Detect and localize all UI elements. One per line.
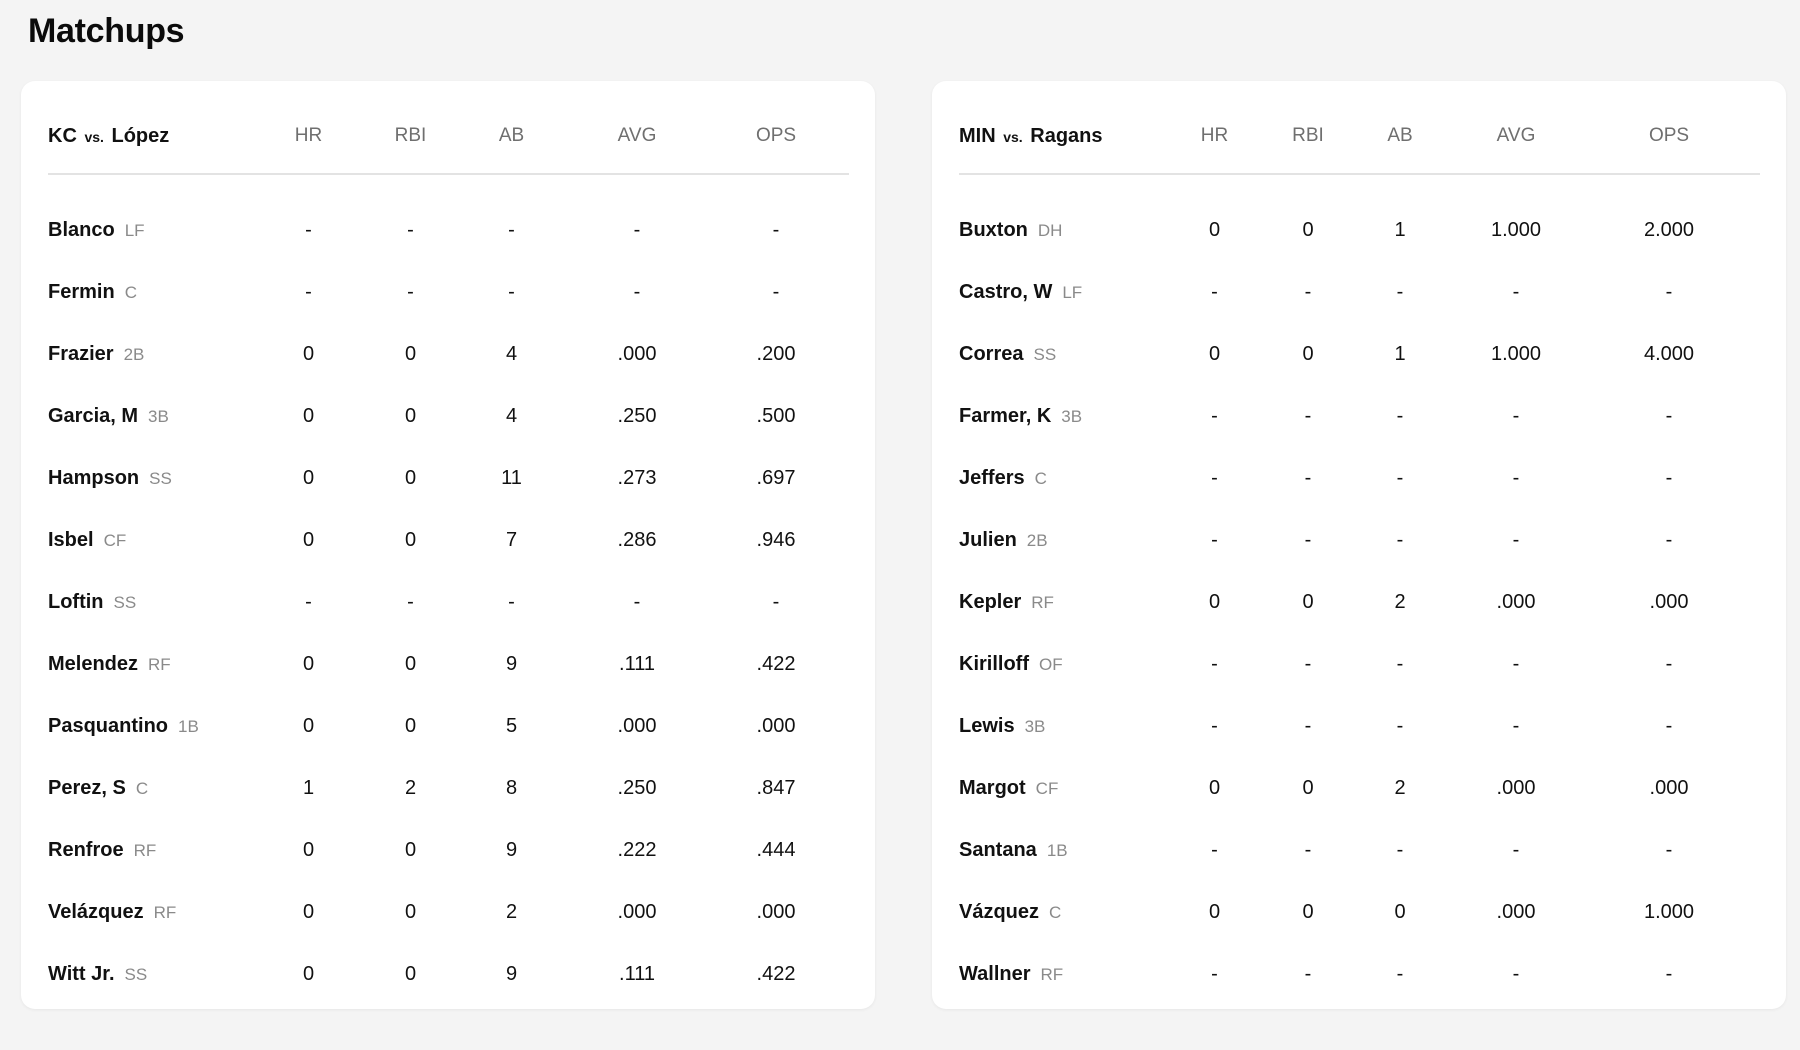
player-cell [48,943,248,1005]
table-row [48,447,849,509]
player-cell [48,174,248,261]
stat-avg: .000 [1496,900,1536,923]
player-name[interactable]: Loftin [48,590,104,613]
table-row [959,447,1760,509]
stat-avg: .273 [617,466,657,489]
stat-ops: - [1665,652,1673,675]
stat-hr: - [305,590,312,613]
stat-avg: - [1512,466,1520,489]
stat-rbi: 0 [404,466,417,489]
player-name[interactable]: Castro, W [959,280,1053,303]
stat-ab: - [508,218,515,241]
player-position: 3B [148,406,169,426]
player-position: 2B [1026,530,1048,550]
player-name[interactable]: Santana [959,838,1037,861]
stat-avg: .250 [617,404,657,427]
col-header-avg: AVG [571,109,703,174]
stat-ab: 11 [501,466,522,489]
player-cell [48,323,248,385]
stat-ops: .444 [756,838,796,861]
stat-ops: 1.000 [1643,900,1695,923]
stat-rbi: 0 [404,652,417,675]
player-name[interactable]: Fermin [48,280,115,303]
stat-ops: - [1665,714,1673,737]
stat-rbi: 0 [404,962,417,985]
stat-ab: - [1396,838,1404,861]
stat-avg: - [1512,528,1520,551]
player-cell [48,571,248,633]
player-cell [959,385,1159,447]
stat-avg: .000 [617,342,657,365]
player-cell [959,323,1159,385]
stat-hr: 0 [302,466,315,489]
stat-hr: 1 [302,776,315,799]
stat-hr: - [305,218,312,241]
player-cell [959,633,1159,695]
table-row [959,819,1760,881]
stat-ab: 1 [1394,342,1406,365]
player-position: CF [103,530,127,550]
player-position: C [135,778,149,798]
stat-rbi: 0 [1302,218,1314,241]
player-position: LF [124,220,145,240]
stat-hr: 0 [1208,776,1221,799]
stat-hr: 0 [302,900,315,923]
stat-avg: - [1512,280,1520,303]
stat-ab: 4 [505,404,518,427]
table-row [48,881,849,943]
stat-avg: .250 [617,776,657,799]
player-position: RF [153,902,177,922]
stat-ops: - [1665,280,1673,303]
matchup-card-kc [21,81,875,1009]
table-row [959,571,1760,633]
stat-ops: - [1665,838,1673,861]
player-name[interactable]: Pasquantino [48,714,169,737]
matchup-heading [48,109,248,174]
player-cell [48,819,248,881]
player-name[interactable]: Renfroe [48,838,124,861]
player-position: 3B [1061,406,1083,426]
player-position: RF [148,654,171,674]
stat-ops: .946 [756,528,796,551]
col-header-rbi: RBI [369,109,452,174]
stat-rbi: 0 [1302,342,1314,365]
player-position: 1B [1046,840,1068,860]
col-header-ops: OPS [703,109,849,174]
player-position: RF [1040,964,1064,984]
stat-ab: 2 [1394,776,1406,799]
stat-ops: - [1665,466,1673,489]
player-cell [959,447,1159,509]
stat-ab: - [1396,466,1404,489]
stat-hr: 0 [1208,218,1221,241]
stat-avg: - [1512,404,1520,427]
stat-rbi: - [1304,466,1312,489]
player-name[interactable]: Vázquez [959,900,1040,923]
stat-hr: 0 [302,838,315,861]
table-header-row [959,109,1760,174]
player-name[interactable]: Correa [959,342,1024,365]
stat-hr: 0 [1208,590,1221,613]
stat-ops: .000 [1649,590,1689,613]
stat-ab: 8 [505,776,518,799]
stat-hr: 0 [302,342,315,365]
stat-ab: - [1396,714,1404,737]
stat-ops: - [772,218,780,241]
stat-avg: .000 [617,900,657,923]
stat-ab: - [508,590,515,613]
stat-ab: 0 [1394,900,1406,923]
player-position: CF [1035,778,1059,798]
player-position: C [1034,468,1047,488]
stat-avg: 1.000 [1490,342,1542,365]
stat-avg: .000 [1496,590,1536,613]
table-row [48,571,849,633]
team-abbr: KC [48,124,77,147]
player-position: C [124,282,137,302]
stat-ops: - [1665,404,1673,427]
stat-avg: - [1512,962,1520,985]
stat-rbi: - [1304,714,1312,737]
stat-avg: - [633,280,641,303]
stat-ops: - [1665,962,1673,985]
player-name[interactable]: Witt Jr. [48,962,115,985]
table-row [48,819,849,881]
table-row [48,695,849,757]
stat-ab: 7 [505,528,518,551]
player-cell [48,447,248,509]
stat-rbi: 0 [404,900,417,923]
player-name[interactable]: Julien [959,528,1017,551]
stat-ab: 4 [505,342,518,365]
player-cell [959,757,1159,819]
stat-ops: - [1665,528,1673,551]
player-name[interactable]: Kirilloff [959,652,1029,675]
stat-ops: .000 [1649,776,1689,799]
stat-ops: .847 [756,776,796,799]
stat-rbi: - [1304,280,1312,303]
stat-hr: - [1211,466,1218,489]
stat-ops: .000 [756,900,796,923]
table-row [48,385,849,447]
player-name[interactable]: Lewis [959,714,1015,737]
player-name[interactable]: Velázquez [48,900,144,923]
table-row [48,174,849,261]
matchup-heading [959,109,1159,174]
table-row [48,943,849,1005]
player-position: OF [1039,654,1063,674]
col-header-hr: HR [248,109,369,174]
vs-label: vs. [84,128,104,145]
stat-avg: .000 [617,714,657,737]
stat-ops: - [772,590,780,613]
stat-ab: - [1396,280,1404,303]
stat-hr: - [1211,714,1218,737]
col-header-hr: HR [1159,109,1270,174]
player-cell [48,261,248,323]
player-cell [48,695,248,757]
stat-avg: .222 [617,838,657,861]
stat-ab: - [508,280,515,303]
stat-hr: 0 [1208,900,1221,923]
player-cell [48,385,248,447]
col-header-ops: OPS [1578,109,1760,174]
player-name[interactable]: Hampson [48,466,140,489]
player-cell [48,633,248,695]
vs-label: vs. [1003,128,1023,145]
col-header-rbi: RBI [1270,109,1346,174]
table-row [959,323,1760,385]
table-row [48,261,849,323]
stat-ops: .422 [756,652,796,675]
player-name[interactable]: Perez, S [48,776,126,799]
table-row [48,633,849,695]
player-name[interactable]: Wallner [959,962,1031,985]
stat-rbi: 0 [1302,900,1314,923]
player-cell [959,943,1159,1005]
matchup-table [48,109,849,1005]
stat-hr: 0 [302,404,315,427]
pitcher-name: López [111,124,170,147]
stat-ops: 4.000 [1643,342,1695,365]
stat-rbi: - [1304,962,1312,985]
stat-ops: .697 [756,466,796,489]
pitcher-name: Ragans [1030,124,1103,147]
table-header-row [48,109,849,174]
player-position: DH [1037,220,1063,240]
stat-hr: 0 [302,652,315,675]
player-position: SS [124,964,148,984]
player-position: 2B [123,344,145,364]
stat-rbi: - [407,590,414,613]
player-name[interactable]: Isbel [48,528,94,551]
stat-avg: .286 [617,528,657,551]
player-position: 1B [178,716,199,736]
table-row [959,385,1760,447]
stat-ab: 5 [505,714,518,737]
stat-ops: .200 [756,342,796,365]
stat-hr: - [1211,528,1218,551]
stat-rbi: 0 [1302,590,1314,613]
player-rows [959,174,1760,1005]
player-name[interactable]: Kepler [959,590,1022,613]
player-cell [48,509,248,571]
matchup-table [959,109,1760,1005]
stat-ops: .422 [756,962,796,985]
table-row [959,261,1760,323]
player-position: SS [149,468,172,488]
player-name[interactable]: Blanco [48,218,115,241]
stat-rbi: - [1304,528,1312,551]
stat-hr: - [1211,280,1218,303]
player-cell [959,174,1159,261]
stat-avg: .111 [619,962,655,985]
table-row [48,509,849,571]
player-cell [959,261,1159,323]
player-position: C [1049,902,1062,922]
stat-hr: - [1211,838,1218,861]
stat-avg: - [633,218,641,241]
col-header-ab: AB [452,109,571,174]
stat-avg: - [1512,838,1520,861]
stat-rbi: - [407,218,414,241]
table-row [959,633,1760,695]
stat-rbi: 2 [404,776,417,799]
stat-ab: 2 [505,900,518,923]
col-header-avg: AVG [1454,109,1578,174]
player-position: LF [1062,282,1083,302]
stat-ab: 2 [1394,590,1406,613]
table-row [959,174,1760,261]
player-name[interactable]: Buxton [959,218,1028,241]
player-name[interactable]: Melendez [48,652,139,675]
stat-avg: .000 [1496,776,1536,799]
player-name[interactable]: Farmer, K [959,404,1052,427]
stat-rbi: 0 [404,404,417,427]
player-name[interactable]: Jeffers [959,466,1025,489]
stat-rbi: 0 [404,714,417,737]
table-row [959,943,1760,1005]
stat-ab: 9 [505,652,518,675]
table-row [48,757,849,819]
player-rows [48,174,849,1005]
player-name[interactable]: Margot [959,776,1026,799]
team-abbr: MIN [959,124,996,147]
player-cell [959,571,1159,633]
col-header-ab: AB [1346,109,1454,174]
player-name[interactable]: Garcia, M [48,404,139,427]
stat-rbi: 0 [404,838,417,861]
stat-rbi: - [1304,838,1312,861]
stat-ops: .500 [756,404,796,427]
stat-hr: - [305,280,312,303]
stat-ops: 2.000 [1643,218,1695,241]
stat-ab: - [1396,404,1404,427]
player-cell [48,757,248,819]
stat-rbi: 0 [404,342,417,365]
stat-avg: - [1512,714,1520,737]
stat-hr: 0 [1208,342,1221,365]
table-row [48,323,849,385]
player-cell [959,881,1159,943]
stat-avg: 1.000 [1490,218,1542,241]
stat-hr: - [1211,962,1218,985]
player-cell [959,819,1159,881]
stat-hr: - [1211,404,1218,427]
stat-ab: 1 [1394,218,1406,241]
stat-ab: - [1396,962,1404,985]
stat-hr: 0 [302,714,315,737]
table-row [959,881,1760,943]
player-name[interactable]: Frazier [48,342,114,365]
player-cell [959,509,1159,571]
stat-ab: - [1396,528,1404,551]
stat-hr: - [1211,652,1218,675]
player-position: SS [113,592,137,612]
stat-avg: - [633,590,641,613]
stat-ops: .000 [756,714,796,737]
stat-rbi: - [1304,404,1312,427]
stat-ab: - [1396,652,1404,675]
stat-rbi: - [407,280,414,303]
player-position: SS [1033,344,1057,364]
stat-avg: - [1512,652,1520,675]
stat-rbi: 0 [1302,776,1314,799]
player-cell [959,695,1159,757]
player-position: 3B [1024,716,1046,736]
stat-hr: 0 [302,528,315,551]
stat-avg: .111 [619,652,655,675]
stat-rbi: 0 [404,528,417,551]
player-position: RF [133,840,157,860]
table-row [959,509,1760,571]
page-title: Matchups [28,12,185,50]
player-cell [48,881,248,943]
stat-rbi: - [1304,652,1312,675]
matchup-card-min [932,81,1786,1009]
table-row [959,695,1760,757]
stat-ops: - [772,280,780,303]
stat-ab: 9 [505,838,518,861]
stat-hr: 0 [302,962,315,985]
stat-ab: 9 [505,962,518,985]
player-position: RF [1031,592,1054,612]
table-row [959,757,1760,819]
